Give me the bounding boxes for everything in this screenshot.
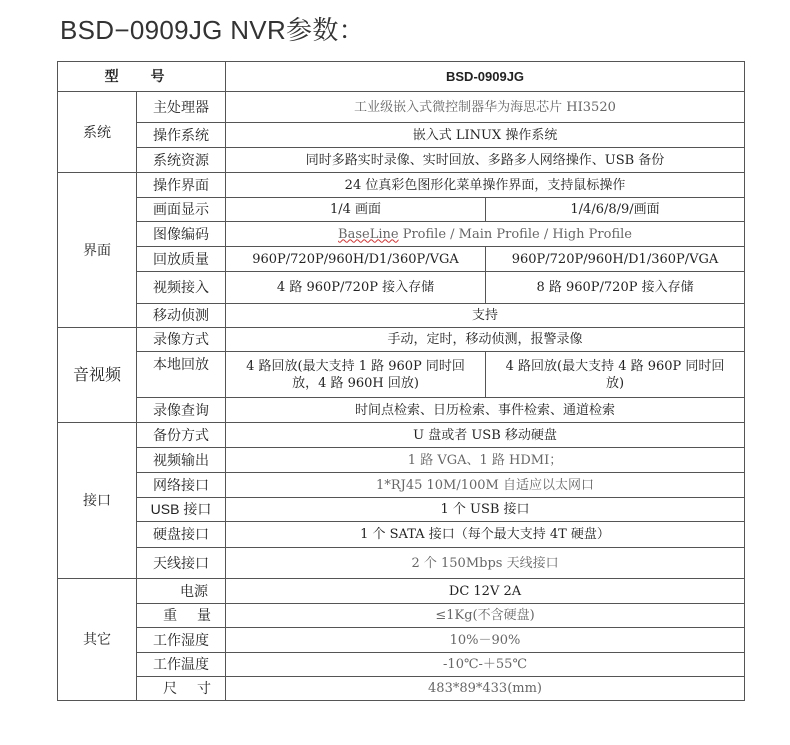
table-row [58,522,745,548]
row-label: 录像查询 [137,398,226,423]
category-interface: 界面 [58,173,137,328]
row-label: 尺 寸 [137,677,226,701]
row-label: 操作界面 [137,173,226,198]
row-value-right: 960P/720P/960H/D1/360P/VGA [486,247,745,272]
row-value: 同时多路实时录像、实时回放、多路多人网络操作、USB 备份 [226,148,745,173]
table-row [58,247,745,272]
table-row [58,677,745,701]
row-value-right: 1/4/6/8/9/画面 [486,198,745,222]
row-label: 操作系统 [137,123,226,148]
spec-table [57,61,745,701]
page-title: BSD−0909JG NVR参数： [60,15,365,45]
category-av: 音视频 [58,328,137,423]
row-label: 画面显示 [137,198,226,222]
row-value [226,222,745,247]
row-label: 电源 [137,579,226,604]
row-label: 回放质量 [137,247,226,272]
category-ports: 接口 [58,423,137,579]
table-row [58,548,745,579]
table-row [58,148,745,173]
row-value: 483*89*433(mm) [226,677,745,701]
row-value: U 盘或者 USB 移动硬盘 [226,423,745,448]
row-value-left [226,352,486,398]
table-row [58,222,745,247]
row-value: 2 个 150Mbps 天线接口 [226,548,745,579]
row-value-right: 8 路 960P/720P 接入存储 [486,272,745,304]
row-value: 24 位真彩色图形化菜单操作界面，支持鼠标操作 [226,173,745,198]
row-label: 视频输出 [137,448,226,473]
row-label: 主处理器 [137,92,226,123]
row-value: 工业级嵌入式微控制器华为海思芯片 HI3520 [226,92,745,123]
encoding-baseline: BaseLine [338,226,399,242]
row-value: 10%－90% [226,628,745,653]
table-row [58,423,745,448]
table-row [58,198,745,222]
playback-left-line1: 4 路回放(最大支持 1 路 960P 同时回 [246,358,465,374]
table-row [58,653,745,677]
row-label: 图像编码 [137,222,226,247]
table-row [58,628,745,653]
table-row [58,398,745,423]
category-system: 系统 [58,92,137,173]
table-row [58,62,745,92]
model-value: BSD-0909JG [226,62,745,92]
row-value-left: 960P/720P/960H/D1/360P/VGA [226,247,486,272]
row-label: 网络接口 [137,473,226,498]
table-row [58,604,745,628]
row-label: 本地回放 [137,352,226,398]
playback-right-line1: 4 路回放(最大支持 4 路 960P 同时回 [505,358,725,374]
playback-right-line2: 放) [605,375,625,391]
table-row [58,498,745,522]
row-value: -10℃-＋55℃ [226,653,745,677]
row-value: 手动，定时，移动侦测，报警录像 [226,328,745,352]
row-label: USB 接口 [137,498,226,522]
table-row [58,272,745,304]
row-label: 移动侦测 [137,304,226,328]
row-value: 嵌入式 LINUX 操作系统 [226,123,745,148]
row-label: 系统资源 [137,148,226,173]
row-label: 硬盘接口 [137,522,226,548]
row-value: 时间点检索、日历检索、事件检索、通道检索 [226,398,745,423]
row-label: 备份方式 [137,423,226,448]
row-value-left: 1/4 画面 [226,198,486,222]
row-value: 支持 [226,304,745,328]
row-label: 重 量 [137,604,226,628]
table-row [58,304,745,328]
row-value-left: 4 路 960P/720P 接入存储 [226,272,486,304]
row-value: ≤1Kg(不含硬盘) [226,604,745,628]
table-row [58,352,745,398]
row-value: 1 路 VGA、1 路 HDMI； [226,448,745,473]
playback-left-line2: 放，4 路 960H 回放) [292,375,419,391]
table-row [58,328,745,352]
table-row [58,123,745,148]
model-label: 型 号 [58,62,226,92]
table-row [58,579,745,604]
table-row [58,473,745,498]
row-value: 1*RJ45 10M/100M 自适应以太网口 [226,473,745,498]
encoding-profiles: Profile / Main Profile / High Profile [398,226,632,242]
table-row [58,448,745,473]
row-value: 1 个 SATA 接口（每个最大支持 4T 硬盘） [226,522,745,548]
row-label: 工作湿度 [137,628,226,653]
row-value: 1 个 USB 接口 [226,498,745,522]
row-label: 工作温度 [137,653,226,677]
category-other: 其它 [58,579,137,701]
row-label: 录像方式 [137,328,226,352]
row-value-right [486,352,745,398]
table-row [58,92,745,123]
row-value: DC 12V 2A [226,579,745,604]
row-label: 视频接入 [137,272,226,304]
row-label: 天线接口 [137,548,226,579]
table-row [58,173,745,198]
